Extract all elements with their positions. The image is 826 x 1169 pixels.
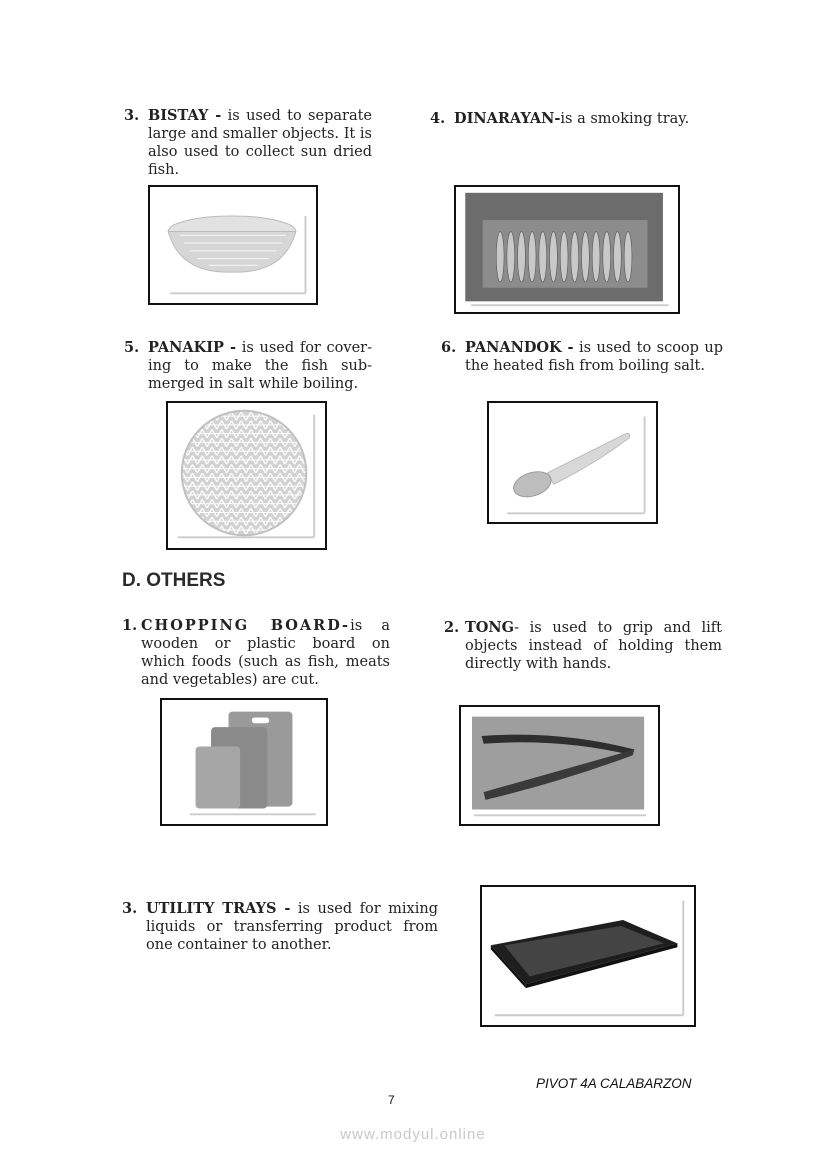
item-number: 5. [124,339,140,356]
utility-tray-image [480,885,696,1027]
item-number: 3. [122,900,138,917]
item-bistay [124,107,372,179]
item-chopping-board [122,617,390,689]
item-text [146,900,438,954]
item-number: 1. [122,617,138,634]
item-number: 3. [124,107,140,124]
item-text [141,617,390,689]
dinarayan-image [454,185,680,314]
item-panandok [441,339,723,375]
item-desc: - is used to grip and lift objects instead of holding them directly with hands. [465,620,722,672]
watermark: www.modyul.online [340,1126,486,1143]
item-tong [444,619,722,673]
item-desc: is a smoking tray. [560,111,690,127]
item-desc: is used to separate large and smaller objects. It is also used to collect sun dried fish. [148,108,372,178]
bistay-image [148,185,318,305]
item-utility-trays [122,900,438,954]
tong-image [459,705,660,826]
item-term: PANAKIP - [148,339,237,356]
item-term: UTILITY TRAYS - [146,900,291,917]
footer-label: PIVOT 4A CALABARZON [536,1076,692,1091]
item-text [465,619,722,673]
item-dinarayan [430,110,730,128]
chopping-board-image [160,698,328,826]
item-term: TONG [465,619,515,636]
item-desc: is used to scoop up the heated fish from boiling salt. [465,340,724,374]
item-desc: is a wooden or plastic board on which foods (such as fish, meats and vegetables) are cut. [141,618,390,688]
item-text [148,339,372,393]
item-desc: is used for cover-ing to make the fish sub-merged in salt while boiling. [148,340,372,392]
item-term: BISTAY - [148,107,222,124]
item-term: DINARAYAN- [454,110,561,127]
item-term: CHOPPING BOARD- [141,617,351,634]
item-text [148,107,372,179]
item-text [465,339,723,375]
item-desc: is used for mixing liquids or transferring product from one container to another. [146,901,438,953]
item-number: 6. [441,339,457,356]
item-number: 2. [444,619,460,636]
page-number: 7 [388,1093,395,1107]
panandok-image [487,401,658,524]
section-heading-others: D. OTHERS [122,570,226,591]
panakip-image [166,401,327,550]
item-number: 4. [430,110,446,127]
item-text [454,110,730,128]
item-panakip [124,339,372,393]
item-term: PANANDOK - [465,339,574,356]
